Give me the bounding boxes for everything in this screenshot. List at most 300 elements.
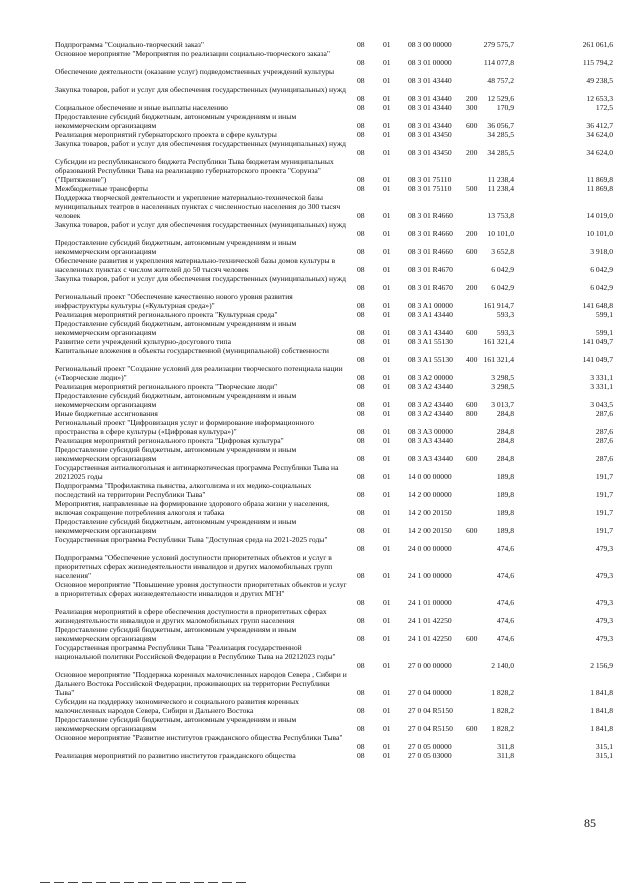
row-subsection: 01 <box>383 211 391 220</box>
row-amount-2022: 189,8 <box>496 472 514 481</box>
row-subsection: 01 <box>383 76 391 85</box>
row-amount-2023: 287,6 <box>595 409 613 418</box>
row-subsection: 01 <box>383 598 391 607</box>
row-name: Основное мероприятие "Поддержка коренных малочисленных народов Севера , Сибири и Дальнего Востока Российской Федерации, проживающих на территории Республики Тыва" <box>55 670 347 697</box>
row-subsection: 01 <box>383 265 391 274</box>
row-amount-2023: 34 624,0 <box>586 130 613 139</box>
row-target-code: 08 3 01 75110 <box>408 184 452 193</box>
row-amount-2023: 1 841,8 <box>590 724 613 733</box>
row-subsection: 01 <box>383 175 391 184</box>
row-subsection: 01 <box>383 94 391 103</box>
row-amount-2023: 3 043,5 <box>590 400 613 409</box>
row-section: 08 <box>357 508 365 517</box>
row-amount-2022: 48 757,2 <box>487 76 514 85</box>
table-row <box>0 112 640 130</box>
row-amount-2023: 10 101,0 <box>586 229 613 238</box>
row-amount-2023: 287,6 <box>595 454 613 463</box>
row-amount-2023: 479,3 <box>595 544 613 553</box>
row-amount-2022: 311,8 <box>497 751 514 760</box>
row-target-code: 08 3 01 43450 <box>408 148 452 157</box>
row-name: Реализация мероприятий в сфере обеспечения доступности в приоритетных сферах жизнедеятельности инвалидов и других маломобильных групп населения <box>55 607 327 625</box>
row-subsection: 01 <box>383 337 391 346</box>
row-amount-2023: 6 042,9 <box>590 283 613 292</box>
row-subsection: 01 <box>383 634 391 643</box>
row-name: Капитальные вложения в объекты государственной (муниципальной) собственности <box>55 346 329 355</box>
row-target-code: 08 3 A2 00000 <box>408 373 453 382</box>
row-subsection: 01 <box>383 436 391 445</box>
row-name: Закупка товаров, работ и услуг для обеспечения государственных (муниципальных) нужд <box>55 274 346 283</box>
row-section: 08 <box>357 283 365 292</box>
row-target-code: 08 3 A1 43440 <box>408 310 453 319</box>
row-target-code: 08 3 01 43440 <box>408 121 452 130</box>
row-amount-2022: 13 753,8 <box>487 211 514 220</box>
row-amount-2023: 261 061,6 <box>582 40 613 49</box>
row-name: Социальное обеспечение и иные выплаты населению <box>55 103 228 112</box>
row-subsection: 01 <box>383 454 391 463</box>
row-section: 08 <box>357 544 365 553</box>
row-amount-2023: 599,1 <box>595 310 613 319</box>
row-subsection: 01 <box>383 130 391 139</box>
row-amount-2023: 315,1 <box>595 742 613 751</box>
row-subsection: 01 <box>383 508 391 517</box>
row-amount-2022: 161 321,4 <box>483 337 514 346</box>
row-target-code: 08 3 A1 55130 <box>408 337 453 346</box>
row-name: Региональный проект "Цифровизация услуг и формирование информационного пространства в сфере культуры («Цифровая культура»)" <box>55 418 315 436</box>
row-target-code: 08 3 01 R4670 <box>408 265 453 274</box>
row-name: Региональный проект "Обеспечение качественно нового уровня развития инфраструктуры культуры («Культурная среда»)" <box>55 292 293 310</box>
row-expense-type: 600 <box>466 328 478 337</box>
table-row <box>0 580 640 607</box>
row-subsection: 01 <box>383 148 391 157</box>
row-name: Региональный проект "Создание условий для реализации творческого потенциала нации («Творческие люди»)" <box>55 364 343 382</box>
row-target-code: 08 3 01 R4660 <box>408 211 453 220</box>
row-name: Закупка товаров, работ и услуг для обеспечения государственных (муниципальных) нужд <box>55 85 346 94</box>
row-amount-2022: 161 914,7 <box>483 301 514 310</box>
row-section: 08 <box>357 40 365 49</box>
row-subsection: 01 <box>383 490 391 499</box>
row-amount-2023: 12 653,3 <box>586 94 613 103</box>
row-section: 08 <box>357 103 365 112</box>
row-amount-2022: 10 101,0 <box>487 229 514 238</box>
row-section: 08 <box>357 706 365 715</box>
row-amount-2023: 36 412,7 <box>586 121 613 130</box>
row-section: 08 <box>357 175 365 184</box>
row-name: Предоставление субсидий бюджетным, автономным учреждениям и иным некоммерческим организациям <box>55 625 297 643</box>
row-amount-2023: 479,3 <box>595 634 613 643</box>
row-amount-2022: 284,8 <box>496 427 514 436</box>
row-name: Реализация мероприятий губернаторского проекта в сфере культуры <box>55 130 277 139</box>
table-row <box>0 157 640 184</box>
row-amount-2022: 170,9 <box>496 103 514 112</box>
row-expense-type: 600 <box>466 400 478 409</box>
row-section: 08 <box>357 472 365 481</box>
row-expense-type: 600 <box>466 247 478 256</box>
table-row <box>0 391 640 409</box>
row-amount-2022: 474,6 <box>496 634 514 643</box>
row-section: 08 <box>357 373 365 382</box>
table-row <box>0 103 640 112</box>
row-amount-2023: 2 156,9 <box>590 661 613 670</box>
row-amount-2022: 11 238,4 <box>487 175 514 184</box>
row-amount-2023: 141 049,7 <box>582 337 613 346</box>
row-target-code: 24 1 01 42250 <box>408 616 452 625</box>
table-row <box>0 274 640 292</box>
row-subsection: 01 <box>383 742 391 751</box>
row-target-code: 27 0 04 R5150 <box>408 706 453 715</box>
row-expense-type: 600 <box>466 724 478 733</box>
row-amount-2022: 279 575,7 <box>483 40 514 49</box>
table-row <box>0 184 640 193</box>
row-name: Обеспечение развития и укрепления материально-технической базы домов культуры в населенных пунктах с числом жителей до 50 тысяч человек <box>55 256 336 274</box>
row-section: 08 <box>357 688 365 697</box>
row-subsection: 01 <box>383 301 391 310</box>
table-row <box>0 346 640 364</box>
page-number: 85 <box>584 816 596 830</box>
row-section: 08 <box>357 337 365 346</box>
row-target-code: 08 3 A1 43440 <box>408 328 453 337</box>
scan-edge-divider <box>40 882 250 883</box>
row-name: Поддержка творческой деятельности и укрепление материально-технической базы муниципальных театров в населенных пунктах с численностью населения до 300 тысяч человек <box>55 193 341 220</box>
row-target-code: 24 1 01 42250 <box>408 634 452 643</box>
row-expense-type: 600 <box>466 526 478 535</box>
row-amount-2023: 191,7 <box>595 490 613 499</box>
row-section: 08 <box>357 409 365 418</box>
row-amount-2023: 34 624,0 <box>586 148 613 157</box>
row-amount-2022: 3 652,8 <box>491 247 514 256</box>
row-name: Реализация мероприятий регионального проекта "Культурная среда" <box>55 310 278 319</box>
row-name: Иные бюджетные ассигнования <box>55 409 158 418</box>
row-subsection: 01 <box>383 751 391 760</box>
row-expense-type: 200 <box>466 94 478 103</box>
row-section: 08 <box>357 427 365 436</box>
row-section: 08 <box>357 265 365 274</box>
table-row <box>0 445 640 463</box>
row-section: 08 <box>357 634 365 643</box>
row-amount-2023: 14 019,0 <box>586 211 613 220</box>
row-amount-2023: 6 042,9 <box>590 265 613 274</box>
row-amount-2022: 311,8 <box>497 742 514 751</box>
row-name: Реализация мероприятий по развитию институтов гражданского общества <box>55 751 296 760</box>
row-section: 08 <box>357 751 365 760</box>
table-row <box>0 409 640 418</box>
row-amount-2023: 3 331,1 <box>590 373 613 382</box>
table-row <box>0 481 640 499</box>
row-amount-2022: 284,8 <box>496 454 514 463</box>
row-amount-2022: 2 140,0 <box>491 661 514 670</box>
row-amount-2022: 1 828,2 <box>491 724 514 733</box>
row-target-code: 08 3 A1 00000 <box>408 301 453 310</box>
row-subsection: 01 <box>383 355 391 364</box>
row-amount-2022: 1 828,2 <box>491 706 514 715</box>
row-target-code: 08 3 A3 00000 <box>408 427 453 436</box>
row-amount-2023: 141 049,7 <box>582 355 613 364</box>
row-section: 08 <box>357 130 365 139</box>
row-name: Предоставление субсидий бюджетным, автономным учреждениям и иным некоммерческим организациям <box>55 238 297 256</box>
row-target-code: 08 3 01 43440 <box>408 94 452 103</box>
row-amount-2023: 11 869,8 <box>586 175 613 184</box>
row-subsection: 01 <box>383 706 391 715</box>
row-name: Межбюджетные трансферты <box>55 184 148 193</box>
row-expense-type: 200 <box>466 283 478 292</box>
row-name: Предоставление субсидий бюджетным, автономным учреждениям и иным некоммерческим организациям <box>55 391 297 409</box>
table-row <box>0 670 640 697</box>
row-subsection: 01 <box>383 724 391 733</box>
row-target-code: 08 3 A2 43440 <box>408 400 453 409</box>
row-amount-2022: 34 285,5 <box>487 130 514 139</box>
row-amount-2022: 161 321,4 <box>483 355 514 364</box>
row-expense-type: 600 <box>466 454 478 463</box>
row-name: Закупка товаров, работ и услуг для обеспечения государственных (муниципальных) нужд <box>55 220 346 229</box>
table-row <box>0 256 640 274</box>
table-row <box>0 697 640 715</box>
row-amount-2022: 189,8 <box>496 490 514 499</box>
row-subsection: 01 <box>383 382 391 391</box>
row-subsection: 01 <box>383 472 391 481</box>
table-row <box>0 625 640 643</box>
row-section: 08 <box>357 742 365 751</box>
row-subsection: 01 <box>383 121 391 130</box>
row-amount-2023: 141 648,8 <box>582 301 613 310</box>
row-amount-2023: 11 869,8 <box>586 184 613 193</box>
row-target-code: 08 3 01 43440 <box>408 76 452 85</box>
table-row <box>0 130 640 139</box>
table-row <box>0 733 640 751</box>
row-section: 08 <box>357 616 365 625</box>
table-row <box>0 85 640 103</box>
row-amount-2023: 3 331,1 <box>590 382 613 391</box>
row-name: Развитие сети учреждений культурно-досугового типа <box>55 337 231 346</box>
row-amount-2023: 191,7 <box>595 508 613 517</box>
row-subsection: 01 <box>383 328 391 337</box>
row-section: 08 <box>357 571 365 580</box>
row-expense-type: 200 <box>466 229 478 238</box>
table-row <box>0 517 640 535</box>
row-expense-type: 500 <box>466 184 478 193</box>
row-target-code: 24 1 01 00000 <box>408 598 452 607</box>
row-section: 08 <box>357 328 365 337</box>
row-section: 08 <box>357 301 365 310</box>
row-section: 08 <box>357 76 365 85</box>
row-expense-type: 800 <box>466 409 478 418</box>
row-section: 08 <box>357 310 365 319</box>
row-subsection: 01 <box>383 526 391 535</box>
row-amount-2023: 115 794,2 <box>582 58 613 67</box>
row-subsection: 01 <box>383 571 391 580</box>
row-section: 08 <box>357 247 365 256</box>
row-subsection: 01 <box>383 409 391 418</box>
row-section: 08 <box>357 94 365 103</box>
row-section: 08 <box>357 598 365 607</box>
table-row <box>0 220 640 238</box>
table-row <box>0 49 640 67</box>
row-name: Мероприятия, направленные на формирование здорового образа жизни у населения, включая сокращение потребления алкоголя и табака <box>55 499 330 517</box>
row-name: Государственная программа Республики Тыва "Доступная среда на 2021-2025 годы" <box>55 535 328 544</box>
row-subsection: 01 <box>383 58 391 67</box>
row-amount-2023: 479,3 <box>595 616 613 625</box>
row-section: 08 <box>357 382 365 391</box>
row-name: Предоставление субсидий бюджетным, автономным учреждениям и иным некоммерческим организациям <box>55 112 297 130</box>
row-target-code: 27 0 00 00000 <box>408 661 452 670</box>
row-expense-type: 400 <box>466 355 478 364</box>
row-target-code: 08 3 00 00000 <box>408 40 452 49</box>
row-amount-2023: 49 238,5 <box>586 76 613 85</box>
row-amount-2022: 593,3 <box>496 328 514 337</box>
row-amount-2023: 479,3 <box>595 571 613 580</box>
row-name: Государственная антиалкогольная и антинаркотическая программа Республики Тыва на 20212025 годы <box>55 463 339 481</box>
row-target-code: 08 3 01 R4670 <box>408 283 453 292</box>
row-name: Предоставление субсидий бюджетным, автономным учреждениям и иным некоммерческим организациям <box>55 517 297 535</box>
row-amount-2022: 474,6 <box>496 616 514 625</box>
row-name: Основное мероприятие "Развитие институтов гражданского общества Республики Тыва" <box>55 733 343 742</box>
row-name: Основное мероприятие "Повышение уровня доступности приоритетных объектов и услуг в приоритетных сферах жизнедеятельности инвалидов и других МГН" <box>55 580 347 598</box>
row-target-code: 24 1 00 00000 <box>408 571 452 580</box>
table-row <box>0 337 640 346</box>
row-name: Основное мероприятие "Мероприятия по реализации социально-творческого заказа" <box>55 49 330 58</box>
row-target-code: 14 2 00 20150 <box>408 508 452 517</box>
table-row <box>0 463 640 481</box>
row-subsection: 01 <box>383 688 391 697</box>
row-target-code: 24 0 00 00000 <box>408 544 452 553</box>
row-subsection: 01 <box>383 616 391 625</box>
row-amount-2022: 6 042,9 <box>491 283 514 292</box>
row-target-code: 08 3 01 R4660 <box>408 229 453 238</box>
row-subsection: 01 <box>383 400 391 409</box>
row-section: 08 <box>357 184 365 193</box>
row-amount-2023: 287,6 <box>595 427 613 436</box>
row-amount-2022: 284,8 <box>496 436 514 445</box>
row-amount-2023: 479,3 <box>595 598 613 607</box>
row-section: 08 <box>357 58 365 67</box>
table-row <box>0 715 640 733</box>
row-amount-2022: 12 529,6 <box>487 94 514 103</box>
row-subsection: 01 <box>383 310 391 319</box>
row-target-code: 27 0 04 R5150 <box>408 724 453 733</box>
row-section: 08 <box>357 526 365 535</box>
table-row <box>0 643 640 670</box>
table-row <box>0 67 640 85</box>
row-subsection: 01 <box>383 247 391 256</box>
row-subsection: 01 <box>383 103 391 112</box>
row-name: Предоставление субсидий бюджетным, автономным учреждениям и иным некоммерческим организациям <box>55 319 297 337</box>
row-section: 08 <box>357 400 365 409</box>
row-subsection: 01 <box>383 283 391 292</box>
row-target-code: 08 3 A2 43440 <box>408 382 453 391</box>
row-section: 08 <box>357 454 365 463</box>
row-subsection: 01 <box>383 373 391 382</box>
table-row <box>0 382 640 391</box>
table-row <box>0 418 640 436</box>
row-section: 08 <box>357 121 365 130</box>
row-amount-2022: 34 285,5 <box>487 148 514 157</box>
row-section: 08 <box>357 148 365 157</box>
row-target-code: 27 0 05 03000 <box>408 751 452 760</box>
row-target-code: 08 3 A3 43440 <box>408 436 453 445</box>
row-amount-2023: 172,5 <box>595 103 613 112</box>
row-subsection: 01 <box>383 229 391 238</box>
row-name: Субсидии на поддержку экономического и социального развития коренных малочисленных народов Севера, Сибири и Дальнего Востока <box>55 697 299 715</box>
row-target-code: 08 3 A1 55130 <box>408 355 453 364</box>
row-subsection: 01 <box>383 427 391 436</box>
table-row <box>0 139 640 157</box>
table-row <box>0 40 640 49</box>
row-target-code: 27 0 05 00000 <box>408 742 452 751</box>
row-expense-type: 200 <box>466 148 478 157</box>
table-row <box>0 319 640 337</box>
row-subsection: 01 <box>383 544 391 553</box>
row-name: Подпрограмма "Социально-творческий заказ" <box>55 40 204 49</box>
row-amount-2023: 599,1 <box>595 328 613 337</box>
row-target-code: 08 3 01 R4660 <box>408 247 453 256</box>
row-target-code: 14 2 00 00000 <box>408 490 452 499</box>
row-target-code: 08 3 01 00000 <box>408 58 452 67</box>
row-amount-2023: 1 841,8 <box>590 706 613 715</box>
table-row <box>0 364 640 382</box>
row-target-code: 08 3 01 43450 <box>408 130 452 139</box>
table-row <box>0 607 640 625</box>
row-amount-2022: 1 828,2 <box>491 688 514 697</box>
row-subsection: 01 <box>383 40 391 49</box>
row-amount-2022: 284,8 <box>496 409 514 418</box>
table-row <box>0 553 640 580</box>
row-target-code: 27 0 04 00000 <box>408 688 452 697</box>
row-amount-2022: 474,6 <box>496 598 514 607</box>
row-name: Предоставление субсидий бюджетным, автономным учреждениям и иным некоммерческим организациям <box>55 445 297 463</box>
row-name: Предоставление субсидий бюджетным, автономным учреждениям и иным некоммерческим организациям <box>55 715 297 733</box>
table-row <box>0 238 640 256</box>
row-amount-2022: 3 298,5 <box>491 373 514 382</box>
table-row <box>0 499 640 517</box>
row-name: Обеспечение деятельности (оказание услуг) подведомственных учреждений культуры <box>55 67 335 76</box>
row-amount-2023: 191,7 <box>595 526 613 535</box>
row-expense-type: 600 <box>466 121 478 130</box>
row-subsection: 01 <box>383 661 391 670</box>
row-target-code: 08 3 A3 43440 <box>408 454 453 463</box>
row-amount-2023: 191,7 <box>595 472 613 481</box>
row-amount-2022: 6 042,9 <box>491 265 514 274</box>
row-name: Реализация мероприятий регионального проекта "Цифровая культура" <box>55 436 284 445</box>
table-row <box>0 436 640 445</box>
row-expense-type: 600 <box>466 634 478 643</box>
row-name: Подпрограмма "Профилактика пьянства, алкоголизма и их медико-социальных последствий на территории Республики Тыва" <box>55 481 312 499</box>
table-row <box>0 751 640 760</box>
row-target-code: 14 0 00 00000 <box>408 472 452 481</box>
row-amount-2022: 474,6 <box>496 571 514 580</box>
table-row <box>0 292 640 310</box>
row-amount-2022: 3 298,5 <box>491 382 514 391</box>
row-amount-2022: 36 056,7 <box>487 121 514 130</box>
row-name: Реализация мероприятий регионального проекта "Творческие люди" <box>55 382 278 391</box>
row-section: 08 <box>357 436 365 445</box>
table-row <box>0 535 640 553</box>
row-amount-2022: 189,8 <box>496 526 514 535</box>
row-amount-2022: 3 013,7 <box>491 400 514 409</box>
row-section: 08 <box>357 211 365 220</box>
row-amount-2023: 315,1 <box>595 751 613 760</box>
row-amount-2022: 114 077,8 <box>483 58 514 67</box>
row-section: 08 <box>357 724 365 733</box>
row-amount-2022: 11 238,4 <box>487 184 514 193</box>
row-target-code: 08 3 01 43440 <box>408 103 452 112</box>
row-name: Закупка товаров, работ и услуг для обеспечения государственных (муниципальных) нужд <box>55 139 346 148</box>
row-amount-2022: 474,6 <box>496 544 514 553</box>
row-amount-2023: 287,6 <box>595 436 613 445</box>
row-expense-type: 300 <box>466 103 478 112</box>
row-amount-2023: 3 918,0 <box>590 247 613 256</box>
row-section: 08 <box>357 355 365 364</box>
row-name: Подпрограмма "Обеспечение условий доступности приоритетных объектов и услуг в приоритетных сферах жизнедеятельности инвалидов и других маломобильных групп населения" <box>55 553 333 580</box>
row-subsection: 01 <box>383 184 391 193</box>
row-name: Субсидии из республиканского бюджета Республики Тыва бюджетам муниципальных образований Республики Тыва на реализацию губернаторского проекта "Сорунза" ("Притяжение") <box>55 157 334 184</box>
